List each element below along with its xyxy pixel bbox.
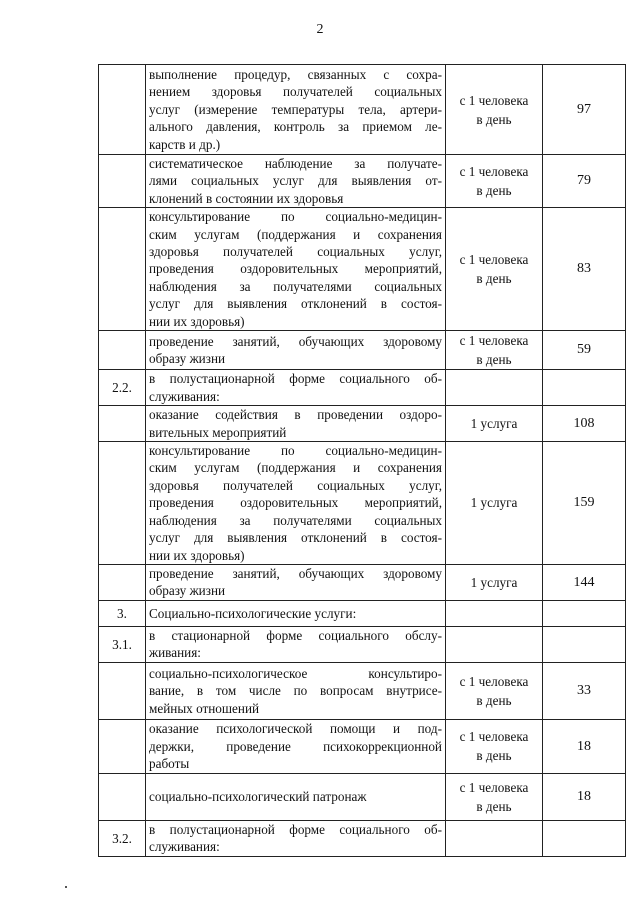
unit-of-measure (446, 773, 543, 820)
unit-of-measure (446, 155, 543, 208)
service-description (146, 208, 446, 331)
description-line: социально-психологическое консультиро- (149, 665, 442, 681)
value-cell: 97 (543, 65, 626, 155)
unit-line: в день (476, 183, 512, 199)
description-line: услуг (измерение температуры тела, артери- (149, 101, 442, 117)
scan-speck (65, 886, 67, 888)
value-cell: 18 (543, 719, 626, 773)
table-row (99, 662, 626, 719)
unit-of-measure (446, 370, 543, 406)
description-line: консультирование по социально-медицин- (149, 443, 442, 459)
service-description (146, 370, 446, 406)
value-cell: 144 (543, 564, 626, 600)
row-number (99, 564, 146, 600)
description-line: проведение занятий, обучающих здоровому (149, 333, 442, 349)
unit-of-measure (446, 65, 543, 155)
unit-line: в день (476, 111, 512, 127)
description-line: наблюдения за получателями социальных (149, 278, 442, 294)
service-description (146, 773, 446, 820)
table-row (99, 155, 626, 208)
description-line: оказание содействия в проведении оздоро- (149, 407, 442, 423)
service-description (146, 65, 446, 155)
row-number (99, 406, 146, 442)
description-line: клонений в состоянии их здоровья (149, 190, 344, 206)
unit-line: 1 услуга (470, 574, 518, 590)
description-line: служивания: (149, 388, 220, 404)
description-line: нии их здоровья) (149, 313, 245, 329)
unit-line: с 1 человека (459, 673, 529, 689)
row-number (99, 208, 146, 331)
table-row (99, 208, 626, 331)
service-description (146, 406, 446, 442)
unit-line: с 1 человека (459, 779, 529, 795)
service-description (146, 600, 446, 626)
unit-of-measure (446, 662, 543, 719)
description-line: услуг для выявления отклонений в состоя- (149, 530, 442, 546)
row-number: 3.2. (99, 820, 146, 856)
description-line: нением здоровья получателей социальных (149, 84, 442, 100)
unit-line: 1 услуга (470, 495, 518, 511)
unit-line: с 1 человека (459, 333, 529, 349)
description-line: держки, проведение психокоррекционной (149, 738, 442, 754)
unit-line: в день (476, 352, 512, 368)
description-line: вительных мероприятий (149, 424, 287, 440)
table-row (99, 719, 626, 773)
row-number: 3. (99, 600, 146, 626)
description-line: работы (149, 756, 190, 772)
row-number: 2.2. (99, 370, 146, 406)
unit-of-measure (446, 719, 543, 773)
description-line: здоровья получателей социальных услуг, (149, 477, 442, 493)
description-line: мейных отношений (149, 700, 260, 716)
description-line: служивания: (149, 839, 220, 855)
description-line: проведения оздоровительных мероприятий, (149, 495, 442, 511)
value-cell: 108 (543, 406, 626, 442)
value-cell: 159 (543, 442, 626, 565)
description-line: живания: (149, 645, 201, 661)
table-row (99, 773, 626, 820)
value-cell (543, 626, 626, 662)
table-row (99, 331, 626, 370)
description-line: ским услугам (поддержания и сохранения (149, 460, 442, 476)
service-description (146, 820, 446, 856)
value-cell: 33 (543, 662, 626, 719)
row-number: 3.1. (99, 626, 146, 662)
unit-line: с 1 человека (459, 92, 529, 108)
unit-line: с 1 человека (459, 729, 529, 745)
unit-of-measure (446, 331, 543, 370)
table-row (99, 600, 626, 626)
value-cell (543, 370, 626, 406)
unit-of-measure (446, 600, 543, 626)
value-cell (543, 820, 626, 856)
unit-line: 1 услуга (470, 416, 518, 432)
row-number (99, 331, 146, 370)
unit-of-measure (446, 406, 543, 442)
page-number: 2 (316, 22, 324, 37)
value-cell: 59 (543, 331, 626, 370)
unit-line: с 1 человека (459, 164, 529, 180)
table-row (99, 65, 626, 155)
unit-line: в день (476, 692, 512, 708)
description-line: ским услугам (поддержания и сохранения (149, 226, 442, 242)
value-cell (543, 600, 626, 626)
table-row (99, 370, 626, 406)
description-line: карств и др.) (149, 136, 221, 152)
description-line: лями социальных услуг для выявления от- (149, 173, 442, 189)
description-line: Социально-психологические услуги: (149, 605, 357, 621)
unit-line: в день (476, 798, 512, 814)
description-line: ального давления, контроль за приемом ле- (149, 119, 442, 135)
unit-of-measure (446, 564, 543, 600)
service-description (146, 564, 446, 600)
table-row (99, 442, 626, 565)
service-description (146, 719, 446, 773)
description-line: нии их здоровья) (149, 547, 245, 563)
unit-of-measure (446, 208, 543, 331)
unit-of-measure (446, 626, 543, 662)
row-number (99, 773, 146, 820)
description-line: образу жизни (149, 351, 226, 367)
description-line: наблюдения за получателями социальных (149, 512, 442, 528)
service-description (146, 626, 446, 662)
services-table (98, 64, 626, 857)
table-row (99, 406, 626, 442)
unit-line: с 1 человека (459, 252, 529, 268)
unit-of-measure (446, 442, 543, 565)
value-cell: 83 (543, 208, 626, 331)
description-line: проведение занятий, обучающих здоровому (149, 566, 442, 581)
description-line: оказание психологической помощи и под- (149, 721, 442, 737)
description-line: в полустационарной форме социального об- (149, 371, 442, 387)
description-line: вание, в том числе по вопросам внутрисе- (149, 683, 442, 699)
description-line: образу жизни (149, 583, 226, 599)
table-row (99, 564, 626, 600)
unit-line: в день (476, 748, 512, 764)
value-cell: 79 (543, 155, 626, 208)
description-line: проведения оздоровительных мероприятий, (149, 261, 442, 277)
table-row (99, 820, 626, 856)
row-number (99, 442, 146, 565)
row-number (99, 65, 146, 155)
description-line: услуг для выявления отклонений в состоя- (149, 296, 442, 312)
description-line: здоровья получателей социальных услуг, (149, 244, 442, 260)
unit-of-measure (446, 820, 543, 856)
value-cell: 18 (543, 773, 626, 820)
unit-line: в день (476, 271, 512, 287)
row-number (99, 662, 146, 719)
service-description (146, 442, 446, 565)
description-line: социально-психологический патронаж (149, 789, 367, 805)
description-line: в стационарной форме социального обслу- (149, 628, 442, 643)
description-line: систематическое наблюдение за получате- (149, 156, 442, 171)
service-description (146, 331, 446, 370)
description-line: консультирование по социально-медицин- (149, 209, 442, 225)
service-description (146, 662, 446, 719)
description-line: в полустационарной форме социального об- (149, 822, 442, 837)
row-number (99, 719, 146, 773)
description-line: выполнение процедур, связанных с сохра- (149, 66, 442, 82)
service-description (146, 155, 446, 208)
row-number (99, 155, 146, 208)
table-row (99, 626, 626, 662)
